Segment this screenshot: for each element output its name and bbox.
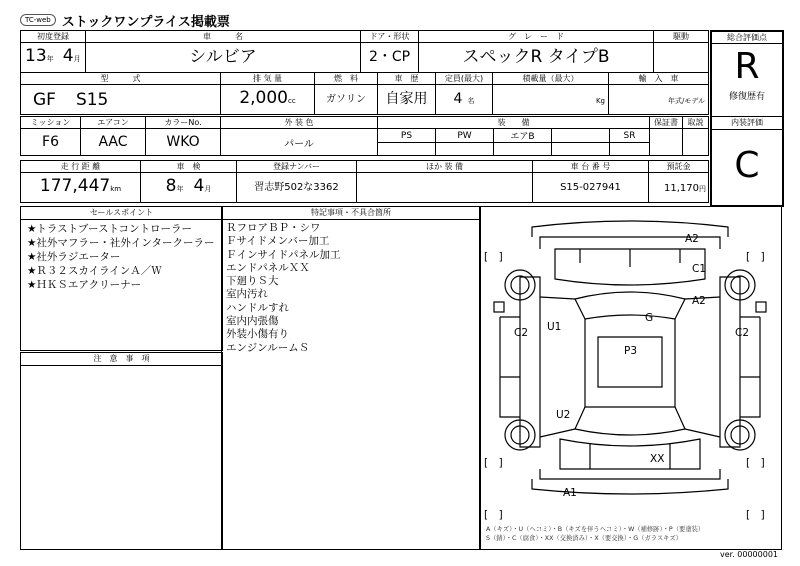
mark-a2-right: A2 <box>692 295 706 307</box>
fuel-label: 燃 料 <box>315 73 378 85</box>
tc-web-logo: TC-web <box>20 14 56 26</box>
equip-airbag: エアB <box>494 129 552 143</box>
mileage-value: 177,447km <box>21 173 141 203</box>
equip-pw: PW <box>436 129 494 143</box>
chassis-label: 車 台 番 号 <box>533 161 649 173</box>
mileage-label: 走 行 距 離 <box>21 161 141 173</box>
mark-c2-right: C2 <box>735 327 750 339</box>
car-diagram <box>480 207 781 549</box>
model-label: 型 式 <box>21 73 221 85</box>
aircon-value: AAC <box>81 129 146 156</box>
door-value: 2・CP <box>361 43 419 73</box>
warranty-value <box>650 129 683 156</box>
equip-blank <box>552 129 610 143</box>
manual-label: 取説 <box>683 117 709 129</box>
bracket-right-bottom: [ ] <box>746 457 765 469</box>
displacement-label: 排 気 量 <box>221 73 315 85</box>
import-value: 年式/モデル <box>609 85 709 115</box>
notes-section <box>20 352 223 550</box>
overall-score: R <box>734 46 760 87</box>
price-label: 預託金 <box>649 161 709 173</box>
bracket-right-top: [ ] <box>746 251 765 263</box>
sales-item: ★Ｒ３２スカイラインＡ／Ｗ <box>27 265 162 277</box>
mark-g: G <box>645 312 654 324</box>
equip-sr: SR <box>610 129 650 143</box>
info-row-3 <box>20 116 709 156</box>
legend-line-1: A（キズ）・U（ヘコミ）・B（キズを伴うヘコミ）・W（補修跡）・P（要塗装） <box>486 526 705 533</box>
chassis-value: S15-027941 <box>533 173 649 203</box>
bracket-left-legend: [ ] <box>484 509 503 521</box>
remarks-title: 特記事項・不具合箇所 <box>222 207 480 220</box>
sales-item: ★社外ラジエーター <box>27 251 121 263</box>
remark-item: エンドパネルＸＸ <box>226 261 310 274</box>
sales-item: ★トラストブーストコントローラー <box>27 223 193 235</box>
header <box>20 12 230 28</box>
interior-label: 内装評価 <box>712 117 782 130</box>
equip-empty-2 <box>436 143 494 156</box>
inspection-value: 8年 4月 <box>141 173 237 203</box>
grade-label: グ レ ー ド <box>419 31 654 43</box>
mission-label: ミッション <box>21 117 81 129</box>
first-reg-label: 初度登録 <box>21 31 86 43</box>
import-label: 輸 入 車 <box>609 73 709 85</box>
history-value: 自家用 <box>378 85 436 115</box>
displacement-value: 2,000cc <box>221 85 315 115</box>
remark-item: Ｆサイドメンバー加工 <box>226 235 330 248</box>
notes-title: 注 意 事 項 <box>21 353 222 366</box>
equipment-label: 装 備 <box>378 117 650 129</box>
door-label: ドア・形状 <box>361 31 419 43</box>
remark-item: エンジンルームＳ <box>226 341 310 354</box>
info-row-4 <box>20 160 709 203</box>
mark-u1: U1 <box>547 321 562 333</box>
sales-item: ★ＨＫＳエアクリーナー <box>27 279 142 291</box>
remark-item: ハンドルすれ <box>226 301 289 314</box>
equip-empty-3 <box>494 143 552 156</box>
manual-value <box>683 129 709 156</box>
overall-label: 総合評価点 <box>712 32 782 44</box>
remarks-section <box>221 206 481 550</box>
mark-a1: A1 <box>563 487 577 499</box>
capacity-label: 定員(最大) <box>436 73 493 85</box>
version-label: ver. 00000001 <box>719 550 778 559</box>
equip-empty-5 <box>610 143 650 156</box>
first-reg-value: 13年 4月 <box>21 43 86 73</box>
mark-c1: C1 <box>692 263 707 275</box>
remark-item: 下廻りＳ大 <box>226 275 279 288</box>
price-value: 11,170円 <box>649 173 709 203</box>
model-value: GF S15 <box>21 85 221 115</box>
mark-p3: P3 <box>624 345 638 357</box>
remark-item: Ｆインサイドパネル加工 <box>226 248 341 261</box>
other-equip-label: ほか 装 備 <box>357 161 533 173</box>
warranty-label: 保証書 <box>650 117 683 129</box>
mark-u2: U2 <box>556 409 571 421</box>
legend-line-2: S（錆）・C（腐食）・XX（交換済み）・X（要交換）・G（ガラスキズ） <box>486 535 682 542</box>
equip-ps: PS <box>378 129 436 143</box>
color-no-value: WKO <box>146 129 221 156</box>
overall-note: 修復歴有 <box>712 88 782 117</box>
damage-legend <box>486 525 704 543</box>
car-name: シルビア <box>86 43 361 73</box>
load-value: Kg <box>493 85 609 115</box>
mark-xx: XX <box>650 453 665 465</box>
sales-item: ★社外マフラー・社外インタークーラー <box>27 237 215 249</box>
bracket-left-top: [ ] <box>484 251 503 263</box>
mark-a2-front: A2 <box>685 233 699 245</box>
page-title: ストックワンプライス掲載票 <box>61 14 230 30</box>
exterior-label: 外 装 色 <box>221 117 378 129</box>
remark-item: 室内汚れ <box>226 288 268 301</box>
car-diagram-area <box>479 206 782 550</box>
drive-value <box>654 43 709 73</box>
plate-label: 登録ナンバー <box>237 161 357 173</box>
info-row-2 <box>20 72 709 115</box>
sales-title: セールスポイント <box>21 207 222 220</box>
bracket-left-bottom: [ ] <box>484 457 503 469</box>
evaluation-box <box>710 30 784 207</box>
load-label: 積載量（最大） <box>493 73 609 85</box>
history-label: 車 歴 <box>378 73 436 85</box>
grade-value: スペックR タイプB <box>419 43 654 73</box>
remark-item: ＲフロアＢＰ・シワ <box>226 222 321 234</box>
sales-points <box>20 206 223 351</box>
remark-item: 外装小傷有り <box>226 328 289 341</box>
info-row-1 <box>20 30 709 73</box>
interior-score: C <box>734 145 760 186</box>
name-label: 車 名 <box>86 31 361 43</box>
equip-empty-4 <box>552 143 610 156</box>
capacity-value: 4 名 <box>436 85 493 115</box>
exterior-value: パール <box>221 129 378 156</box>
remark-item: 室内内張傷 <box>226 315 279 328</box>
color-no-label: カラーNo. <box>146 117 221 129</box>
aircon-label: エアコン <box>81 117 146 129</box>
fuel-value: ガソリン <box>315 85 378 115</box>
equip-empty-1 <box>378 143 436 156</box>
other-equip-value <box>357 173 533 203</box>
plate-value: 習志野502な3362 <box>237 173 357 203</box>
inspection-label: 車 検 <box>141 161 237 173</box>
bracket-right-legend: [ ] <box>746 509 765 521</box>
drive-label: 駆動 <box>654 31 709 43</box>
mission-value: F6 <box>21 129 81 156</box>
mark-c2-left: C2 <box>514 327 529 339</box>
